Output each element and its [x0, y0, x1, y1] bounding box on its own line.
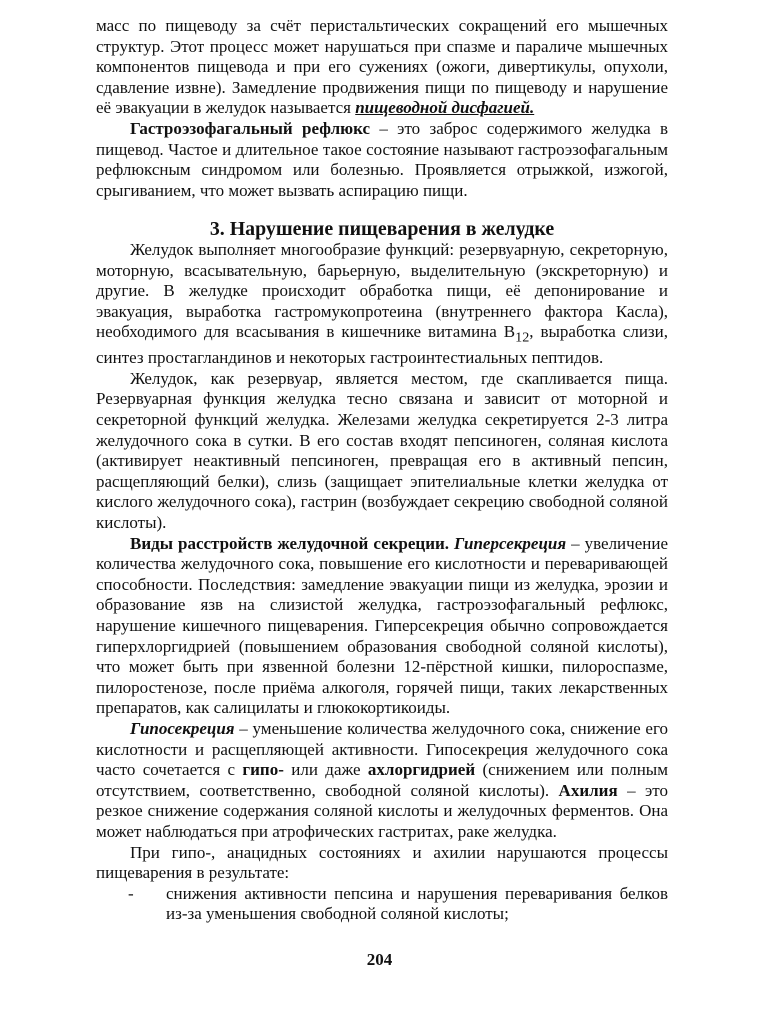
paragraph-text: или даже [283, 760, 368, 780]
list-item-text: снижения активности пепсина и нарушения переваривания белков из-за уменьшения свободной соляной кислоты; [166, 883, 668, 924]
paragraph-stomach-functions [96, 240, 668, 369]
paragraph-text: – уменьшение количества желудочного сока, снижение его кислотности и расщепляющей активности. Гипосекреция желудочного сока часто сочетается с [96, 718, 668, 780]
list-item [96, 884, 668, 925]
term-achylia: Ахилия [558, 780, 618, 800]
term-gastroesophageal-reflux: Гастроэзофагальный рефлюкс [130, 118, 371, 138]
paragraph-text: – это резкое снижение содержания соляной кислоты и желудочных ферментов. Она может наблюдаться при атрофических гастритах, раке желудка. [96, 780, 668, 841]
paragraph-gastroesophageal-reflux [96, 119, 668, 201]
paragraph-hyposecretion [96, 719, 668, 843]
page-number: 204 [366, 950, 393, 969]
page-body [96, 16, 668, 925]
paragraph-text: Желудок выполняет многообразие функций: резервуарную, секреторную, моторную, всасывательную, барьерную, выделительную (экскреторную) и другие. В желудке происходит обработка пищи, её депонирование и эвакуация, выработка гастромукопротеина (внутреннего фактора Касла), необходимого для всасывания в кишечнике витамина В [96, 239, 668, 342]
paragraph-text: (снижением или полным отсутствием, соответственно, свободной соляной кислоты). [96, 760, 668, 800]
paragraph-hypersecretion [96, 534, 668, 719]
paragraph-text: – увеличение количества желудочного сока, повышение его кислотности и переваривающей способности. Последствия: замедление эвакуации пищи из желудка, эрозии и образование язв на слизистой желудка, гастроэзофагальный рефлюкс, нарушение кишечного пищеварения. Гиперсекреция обычно сопровождается гиперхлоргидрией (повышением образования свободной соляной кислоты), что может быть при язвенной болезни 12-пёрстной кишки, пилороспазме, пилоростенозе, после приёма алкоголя, горячей пищи, таких лекарственных препаратов, как салицилаты и глюкокортикоиды. [96, 533, 668, 718]
paragraph-stomach-reservoir: Желудок, как резервуар, является местом, где скапливается пища. Резервуарная функция желудка тесно связана и зависит от моторной и секреторной функций желудка. Железами желудка секретируется 2-3 литра желудочного сока в сутки. В его состав входят пепсиноген, соляная кислота (активирует неактивный пепсиноген, превращая его в активный пепсин, расщепляющий белки), слизь (защищает эпителиальные клетки желудка от кислого желудочного сока), гастрин (возбуждает секрецию свободной соляной кислоты). [96, 368, 668, 533]
term-hypersecretion: Гиперсекреция [454, 533, 567, 553]
term-secretion-disorders: Виды расстройств желудочной секреции. [130, 533, 450, 553]
term-hyposecretion: Гипосекреция [130, 718, 235, 738]
vitamin-subscript: 12 [515, 329, 530, 346]
paragraph-esophageal-dysphagia [96, 16, 668, 119]
term-achlorhydria: ахлоргидрией [367, 760, 476, 780]
section-heading: 3. Нарушение пищеварения в желудке [209, 218, 555, 241]
paragraph-text: масс по пищеводу за счёт перистальтических сокращений его мышечных структур. Этот процесс может нарушаться при спазме и параличе мышечных компонентов пищевода и при его сужениях (ожоги, дивертикулы, опухоли, сдавление извне). Замедление продвижения пищи по пищеводу и нарушение её эвакуации в желудок называется [96, 16, 668, 118]
paragraph-anacid-states: При гипо-, анацидных состояниях и ахилии нарушаются процессы пищеварения в результате: [96, 842, 668, 883]
paragraph-text: – это заброс содержимого желудка в пищевод. Частое и длительное такое состояние называют гастроэзофагальным рефлюксным синдромом или болезнью. Проявляется отрыжкой, изжогой, срыгиванием, что может вызвать аспирацию пищи. [96, 118, 668, 200]
paragraph-text: , выработка слизи, синтез простагландинов и некоторых гастроинтестиальных пептидов. [96, 322, 668, 368]
bullet-dash: - [128, 883, 134, 903]
term-hypo: гипо- [242, 760, 284, 780]
term-esophageal-dysphagia: пищеводной дисфагией. [355, 98, 535, 118]
